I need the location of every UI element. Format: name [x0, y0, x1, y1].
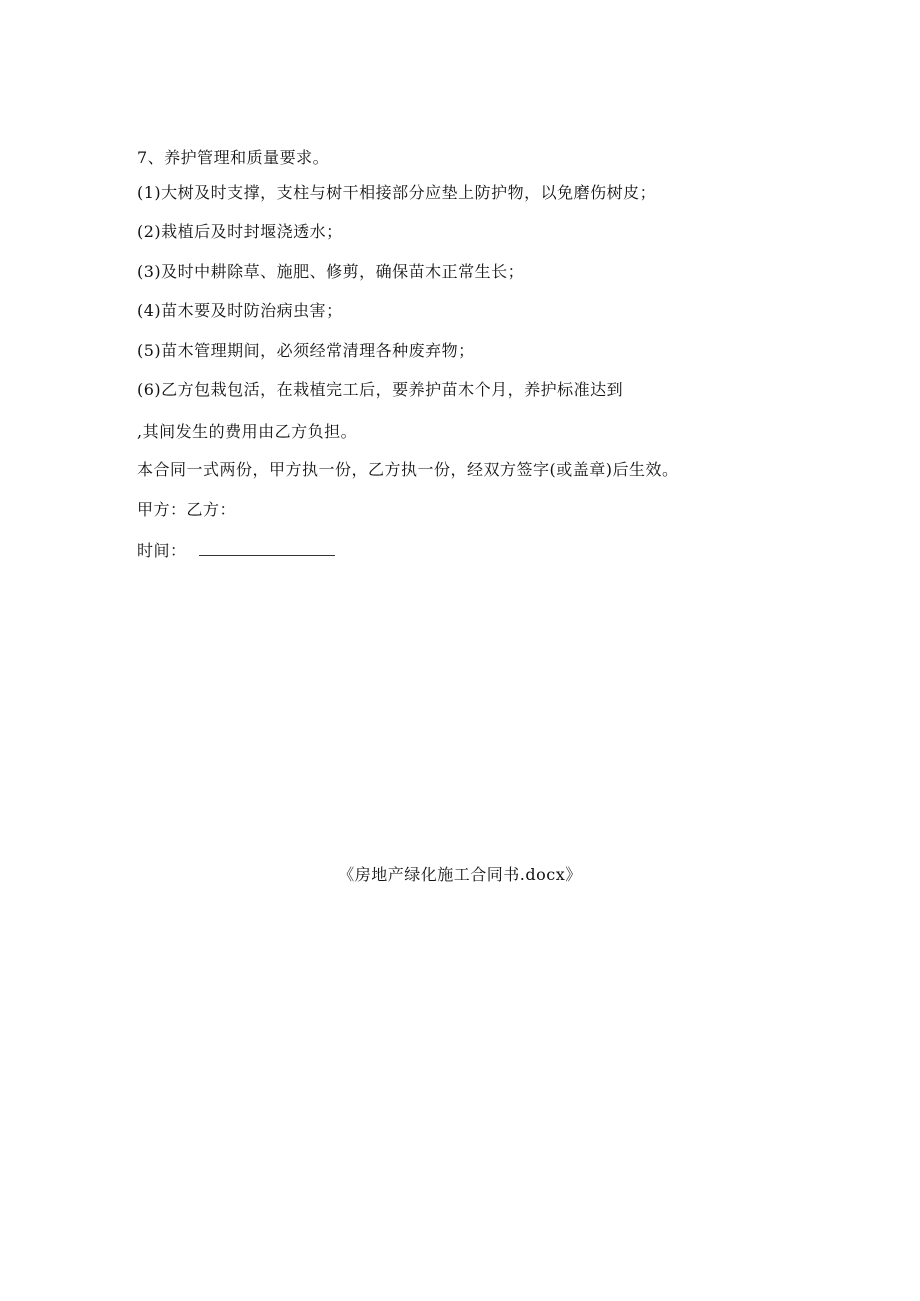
signature-parties: 甲方：乙方：: [137, 500, 237, 519]
time-label: 时间：: [137, 541, 187, 560]
document-filename: 《房地产绿化施工合同书.docx》: [338, 865, 582, 884]
clause-4: (4)苗木要及时防治病虫害；: [137, 301, 343, 320]
contract-validity-statement: 本合同一式两份，甲方执一份，乙方执一份，经双方签字(或盖章)后生效。: [137, 460, 679, 479]
clause-6: (6)乙方包栽包活，在栽植完工后，要养护苗木个月，养护标准达到: [137, 380, 624, 399]
clause-5: (5)苗木管理期间，必须经常清理各种废弃物；: [137, 341, 475, 360]
clause-2: (2)栽植后及时封堰浇透水；: [137, 222, 343, 241]
time-row: [137, 540, 335, 561]
time-blank-underline: [199, 540, 335, 556]
clause-6-continuation: ,其间发生的费用由乙方负担。: [137, 422, 358, 441]
clause-3: (3)及时中耕除草、施肥、修剪，确保苗木正常生长；: [137, 262, 525, 281]
clause-1: (1)大树及时支撑，支柱与树干相接部分应垫上防护物，以免磨伤树皮；: [137, 183, 657, 202]
section-heading-maintenance: 7、养护管理和质量要求。: [137, 148, 330, 167]
